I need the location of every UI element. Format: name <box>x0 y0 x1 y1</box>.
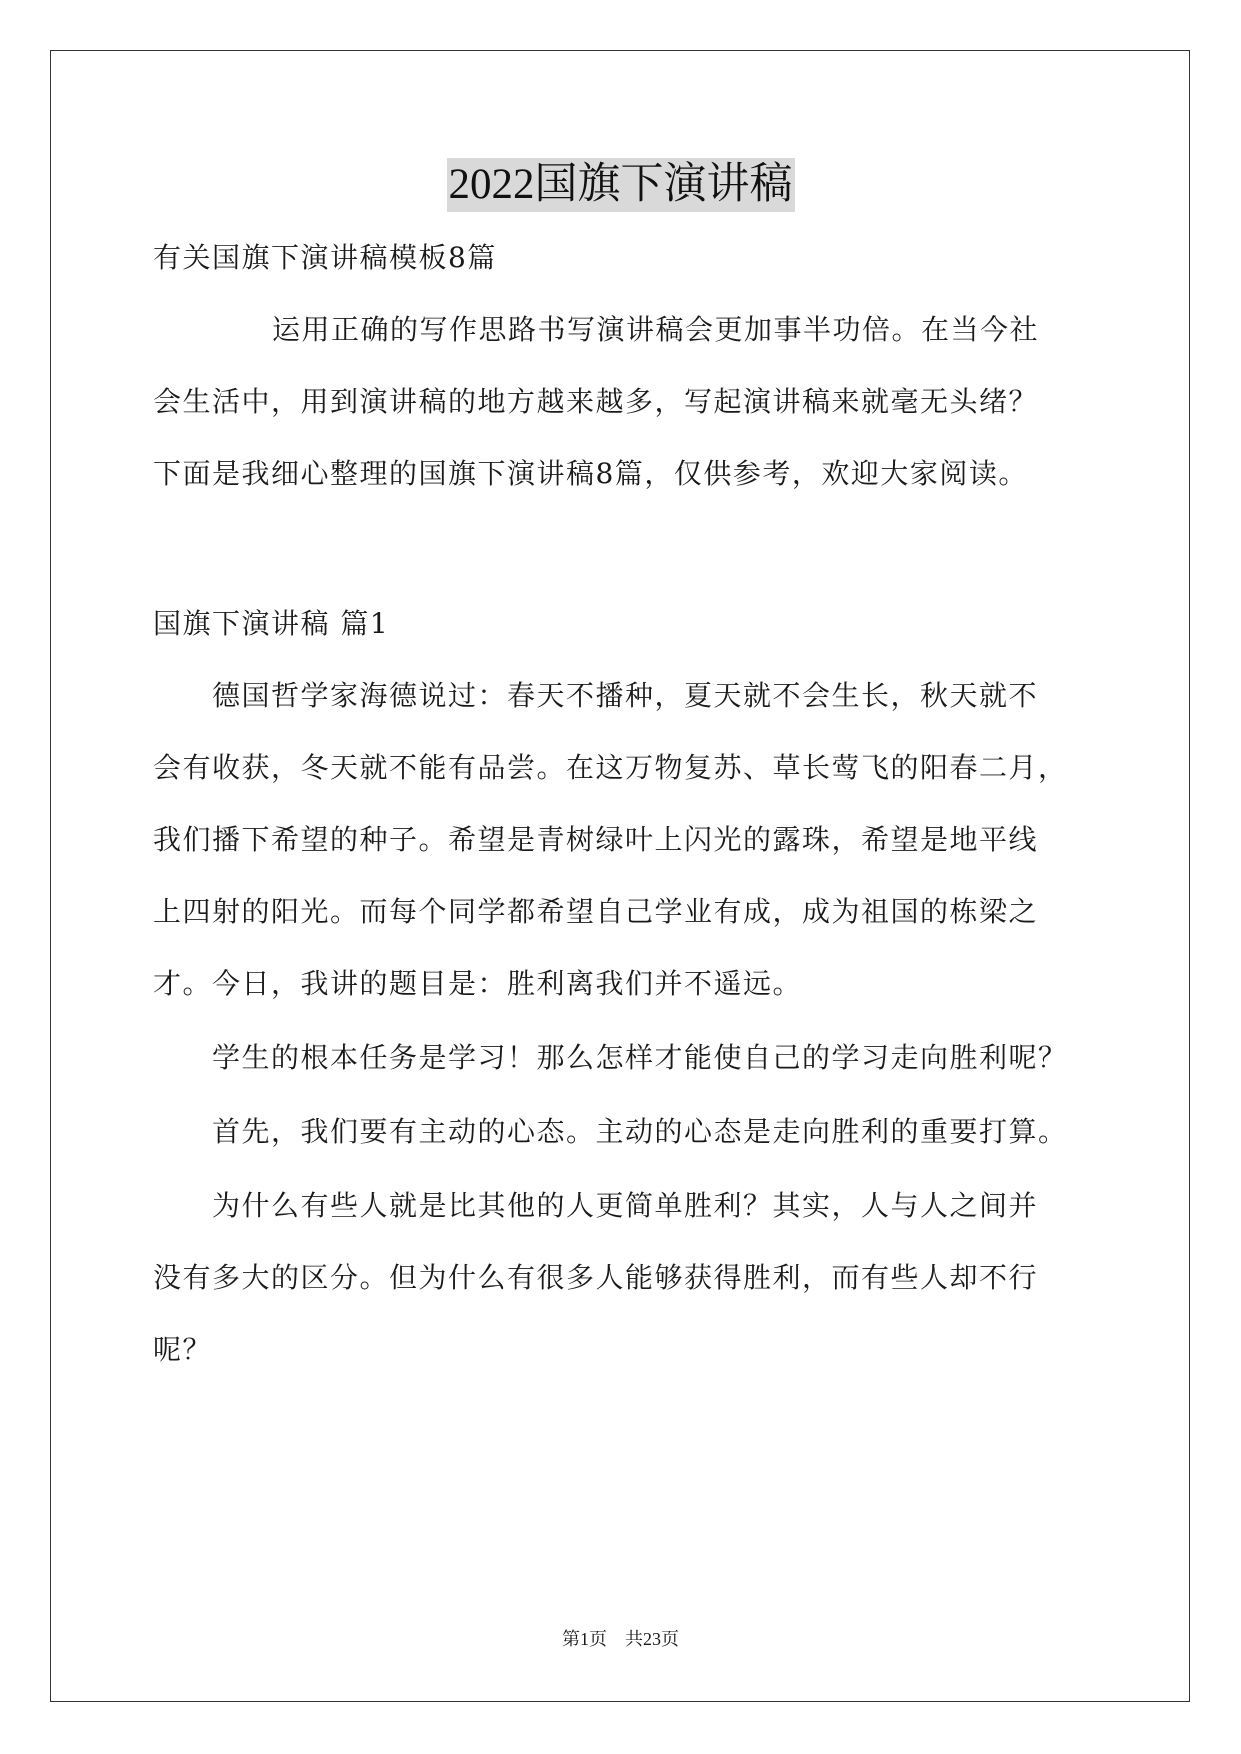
body-line: 德国哲学家海德说过：春天不播种，夏天就不会生长，秋天就不 <box>212 679 1039 712</box>
section-heading: 国旗下演讲稿 篇1 <box>153 607 390 640</box>
document-subtitle: 有关国旗下演讲稿模板8篇 <box>153 241 497 274</box>
body-line: 为什么有些人就是比其他的人更简单胜利？其实，人与人之间并 <box>212 1189 1039 1222</box>
page-number: 第1页 共23页 <box>562 1629 679 1649</box>
intro-line: 下面是我细心整理的国旗下演讲稿8篇，仅供参考，欢迎大家阅读。 <box>153 457 1028 490</box>
body-line: 首先，我们要有主动的心态。主动的心态是走向胜利的重要打算。 <box>212 1115 1068 1148</box>
body-line: 呢？ <box>153 1333 213 1366</box>
body-line: 上四射的阳光。而每个同学都希望自己学业有成，成为祖国的栋梁之 <box>153 895 1039 928</box>
document-title <box>0 158 1241 212</box>
body-line: 学生的根本任务是学习！那么怎样才能使自己的学习走向胜利呢？ <box>212 1041 1068 1074</box>
body-line: 才。今日，我讲的题目是：胜利离我们并不遥远。 <box>153 967 803 1000</box>
page-border <box>50 50 1190 1702</box>
intro-line: 会生活中，用到演讲稿的地方越来越多，写起演讲稿来就毫无头绪？ <box>153 385 1039 418</box>
body-line: 我们播下希望的种子。希望是青树绿叶上闪光的露珠，希望是地平线 <box>153 823 1039 856</box>
intro-line: 运用正确的写作思路书写演讲稿会更加事半功倍。在当今社 <box>272 313 1040 346</box>
document-title-text: 2022国旗下演讲稿 <box>447 158 795 212</box>
body-line: 没有多大的区分。但为什么有很多人能够获得胜利，而有些人却不行 <box>153 1261 1039 1294</box>
body-line: 会有收获，冬天就不能有品尝。在这万物复苏、草长莺飞的阳春二月， <box>153 751 1068 784</box>
